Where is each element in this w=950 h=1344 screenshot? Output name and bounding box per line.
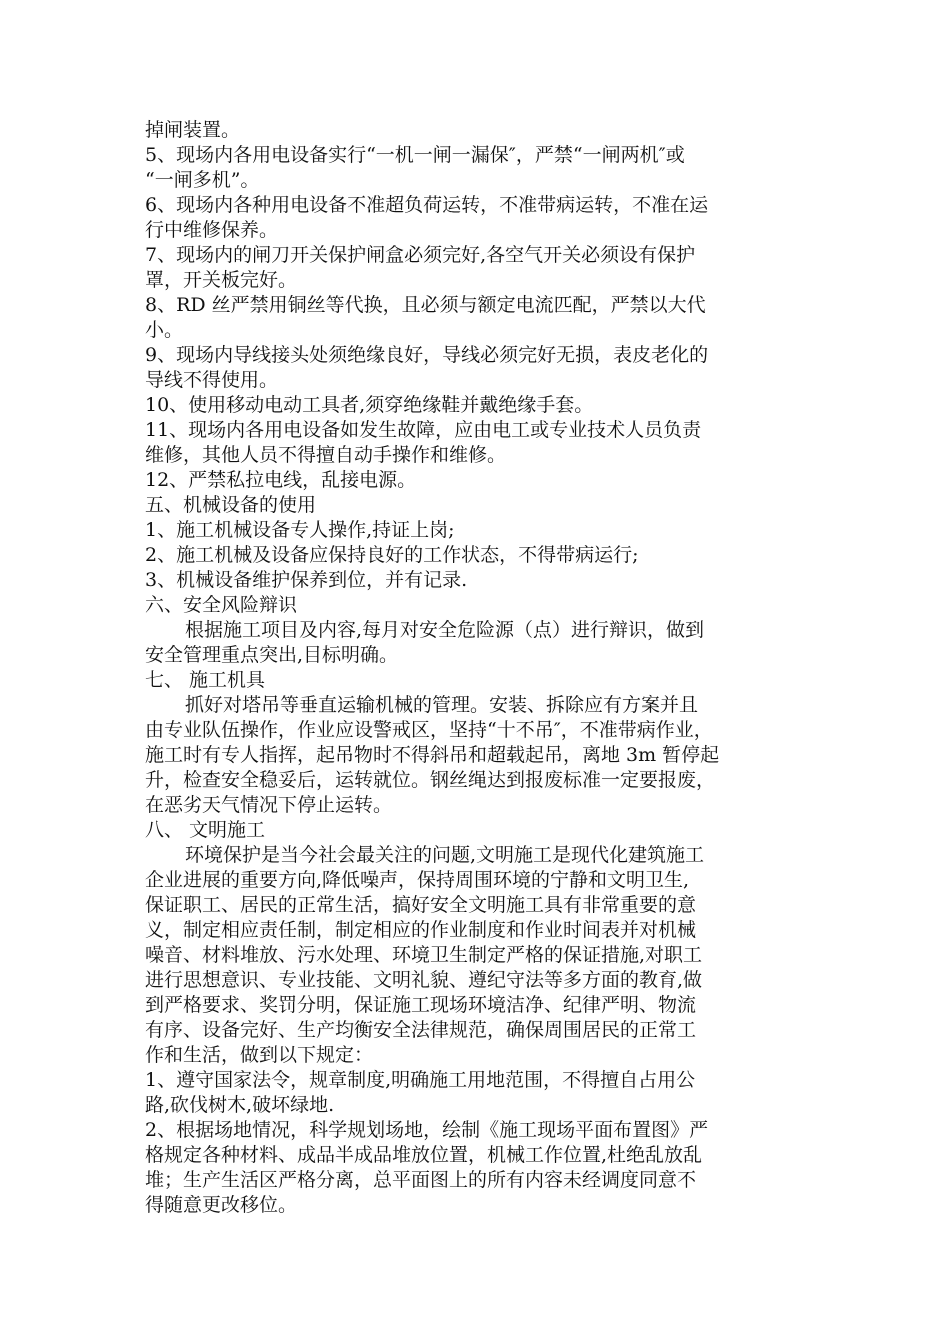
text-line: 环境保护是当今社会最关注的问题,文明施工是现代化建筑施工 (185, 844, 705, 866)
text-line: 行中维修保养。 (145, 219, 279, 241)
text-line: 抓好对塔吊等垂直运输机械的管理。安装、拆除应有方案并且 (185, 694, 699, 716)
text-line: 掉闸装置。 (145, 119, 241, 141)
text-line: 格规定各种材料、成品半成品堆放位置，机械工作位置,杜绝乱放乱 (145, 1144, 703, 1166)
text-line: 噪音、材料堆放、污水处理、环境卫生制定严格的保证措施,对职工 (145, 944, 703, 966)
text-line: 1、遵守国家法令，规章制度,明确施工用地范围，不得擅自占用公 (145, 1069, 696, 1091)
document-body (145, 118, 835, 1218)
text-line: 3、机械设备维护保养到位，并有记录. (145, 569, 468, 591)
text-line: 维修，其他人员不得擅自动手操作和维修。 (145, 444, 507, 466)
text-line: 到严格要求、奖罚分明，保证施工现场环境洁净、纪律严明、物流 (145, 994, 697, 1016)
text-line: 10、使用移动电动工具者,须穿绝缘鞋并戴绝缘手套。 (145, 394, 594, 416)
text-line: 由专业队伍操作，作业应设警戒区，坚持“十不吊″，不准带病作业， (145, 719, 713, 741)
text-line: 8、RD 丝严禁用铜丝等代换，且必须与额定电流匹配，严禁以大代 (145, 294, 706, 316)
text-line: 有序、设备完好、生产均衡安全法律规范，确保周围居民的正常工 (145, 1019, 697, 1041)
text-line: 进行思想意识、专业技能、文明礼貌、遵纪守法等多方面的教育,做 (145, 969, 703, 991)
text-line: “一闸多机”。 (145, 169, 260, 191)
text-line: 五、机械设备的使用 (145, 494, 317, 516)
text-line: 小。 (145, 319, 184, 341)
text-line: 六、安全风险辩识 (145, 594, 298, 616)
text-line: 在恶劣天气情况下停止运转。 (145, 794, 393, 816)
text-line: 5、现场内各用电设备实行“一机一闸一漏保″，严禁“一闸两机″或 (145, 144, 685, 166)
text-line: 保证职工、居民的正常生活，搞好安全文明施工具有非常重要的意 (145, 894, 697, 916)
text-line: 堆；生产生活区严格分离，总平面图上的所有内容未经调度同意不 (145, 1169, 697, 1191)
text-line: 1、施工机械设备专人操作,持证上岗; (145, 519, 455, 541)
text-line: 导线不得使用。 (145, 369, 279, 391)
text-line: 升，检查安全稳妥后，运转就位。钢丝绳达到报废标准一定要报废， (145, 769, 716, 791)
text-line: 2、根据场地情况，科学规划场地，绘制《施工现场平面布置图》严 (145, 1119, 709, 1141)
text-line: 罩，开关板完好。 (145, 269, 298, 291)
text-line: 作和生活，做到以下规定： (145, 1044, 374, 1066)
text-line: 得随意更改移位。 (145, 1194, 298, 1216)
text-line: 施工时有专人指挥，起吊物时不得斜吊和超载起吊，离地 3m 暂停起 (145, 744, 720, 766)
text-line: 12、严禁私拉电线，乱接电源。 (145, 469, 417, 491)
text-line: 企业进展的重要方向,降低噪声，保持周围环境的宁静和文明卫生, (145, 869, 690, 891)
text-line: 2、施工机械及设备应保持良好的工作状态，不得带病运行; (145, 544, 639, 566)
text-line: 9、现场内导线接头处须绝缘良好，导线必须完好无损，表皮老化的 (145, 344, 709, 366)
text-line: 11、现场内各用电设备如发生故障，应由电工或专业技术人员负责 (145, 419, 702, 441)
text-line: 6、现场内各种用电设备不准超负荷运转，不准带病运转，不准在运 (145, 194, 709, 216)
text-line: 安全管理重点突出,目标明确。 (145, 644, 399, 666)
text-line: 路,砍伐树木,破坏绿地. (145, 1094, 335, 1116)
text-line: 7、现场内的闸刀开关保护闸盒必须完好,各空气开关必须设有保护 (145, 244, 696, 266)
text-line: 七、 施工机具 (145, 669, 266, 691)
text-line: 八、 文明施工 (145, 819, 266, 841)
text-line: 根据施工项目及内容,每月对安全危险源（点）进行辩识，做到 (185, 619, 705, 641)
text-line: 义，制定相应责任制，制定相应的作业制度和作业时间表并对机械 (145, 919, 697, 941)
